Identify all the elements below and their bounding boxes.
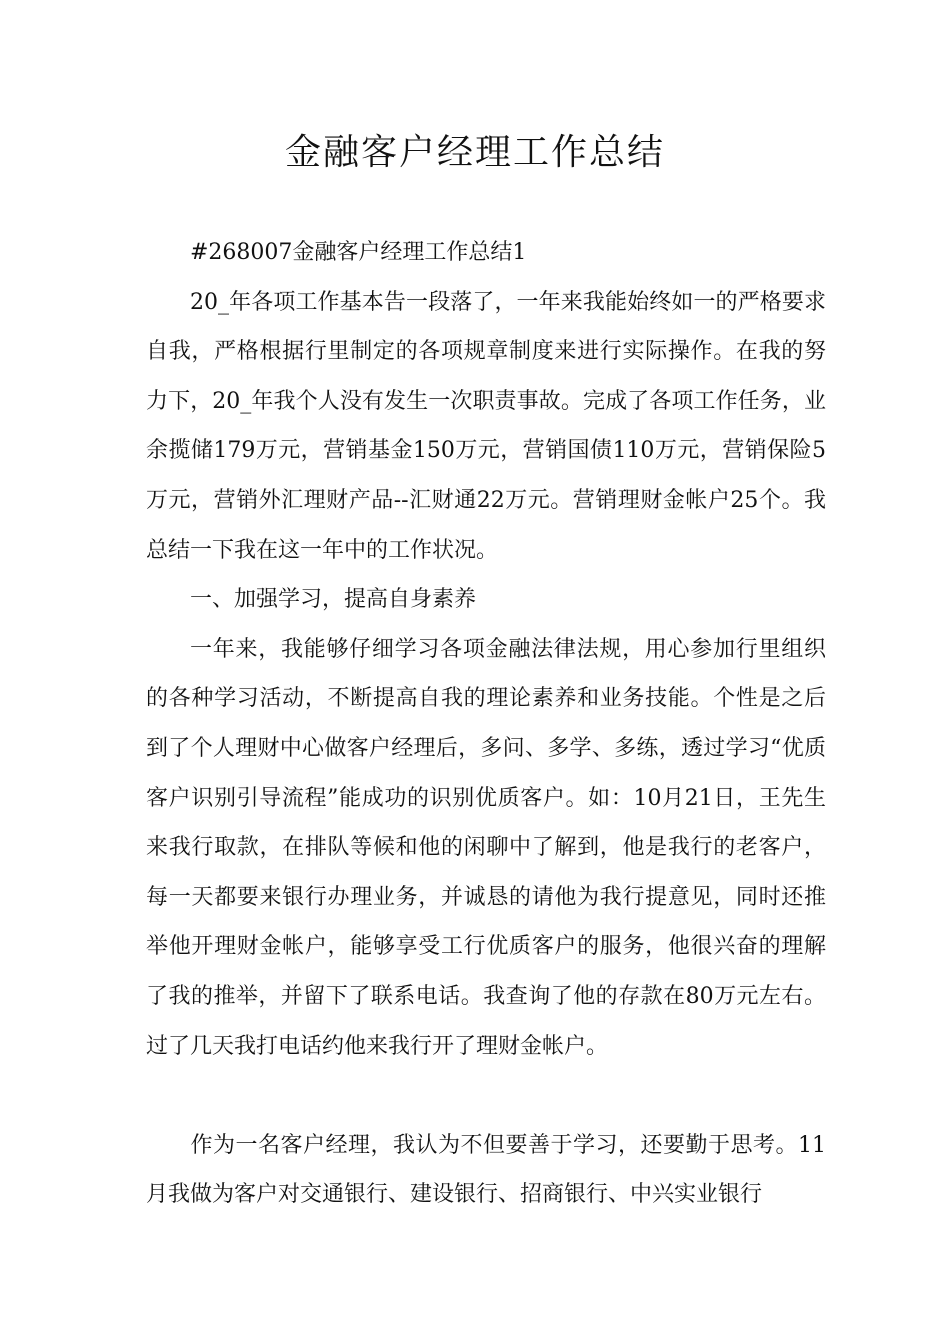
paragraph-spacer [146,1071,826,1121]
paragraph-thinking-text: 作为一名客户经理，我认为不但要善于学习，还要勤于思考。11月我做为客户对交通银行、建设银行、招商银行、中兴实业银行 [146,1132,826,1208]
section-heading-1: 一、加强学习，提高自身素养 [190,587,477,613]
paragraph-learning: 一年来，我能够仔细学习各项金融法律法规，用心参加行里组织的各种学习活动，不断提高自我的理论素养和业务技能。个性是之后到了个人理财中心做客户经理后，多问、多学、多练，透过学习“优质客户识别引导流程”能成功的识别优质客户。如：10月21日，王先生来我行取款，在排队等候和他的闲聊中了解到，他是我行的老客户，每一天都要来银行办理业务，并诚恳的请他为我行提意见，同时还推举他开理财金帐户，能够享受工行优质客户的服务，他很兴奋的理解了我的推举，并留下了联系电话。我查询了他的存款在80万元左右。过了几天我打电话约他来我行开了理财金帐户。 [146,636,826,1059]
document-body [146,228,826,1220]
section-heading: #268007金融客户经理工作总结1 [190,240,527,265]
paragraph-intro: 20_年各项工作基本告一段落了，一年来我能始终如一的严格要求自我，严格根据行里制定的各项规章制度来进行实际操作。在我的努力下，20_年我个人没有发生一次职责事故。完成了各项工作任务，业余揽储179万元，营销基金150万元，营销国债110万元，营销保险5万元，营销外汇理财产品--汇财通22万元。营销理财金帐户25个。我总结一下我在这一年中的工作状况。 [146,289,826,563]
paragraph-thinking [146,1121,826,1220]
document-title: 金融客户经理工作总结 [284,132,665,173]
